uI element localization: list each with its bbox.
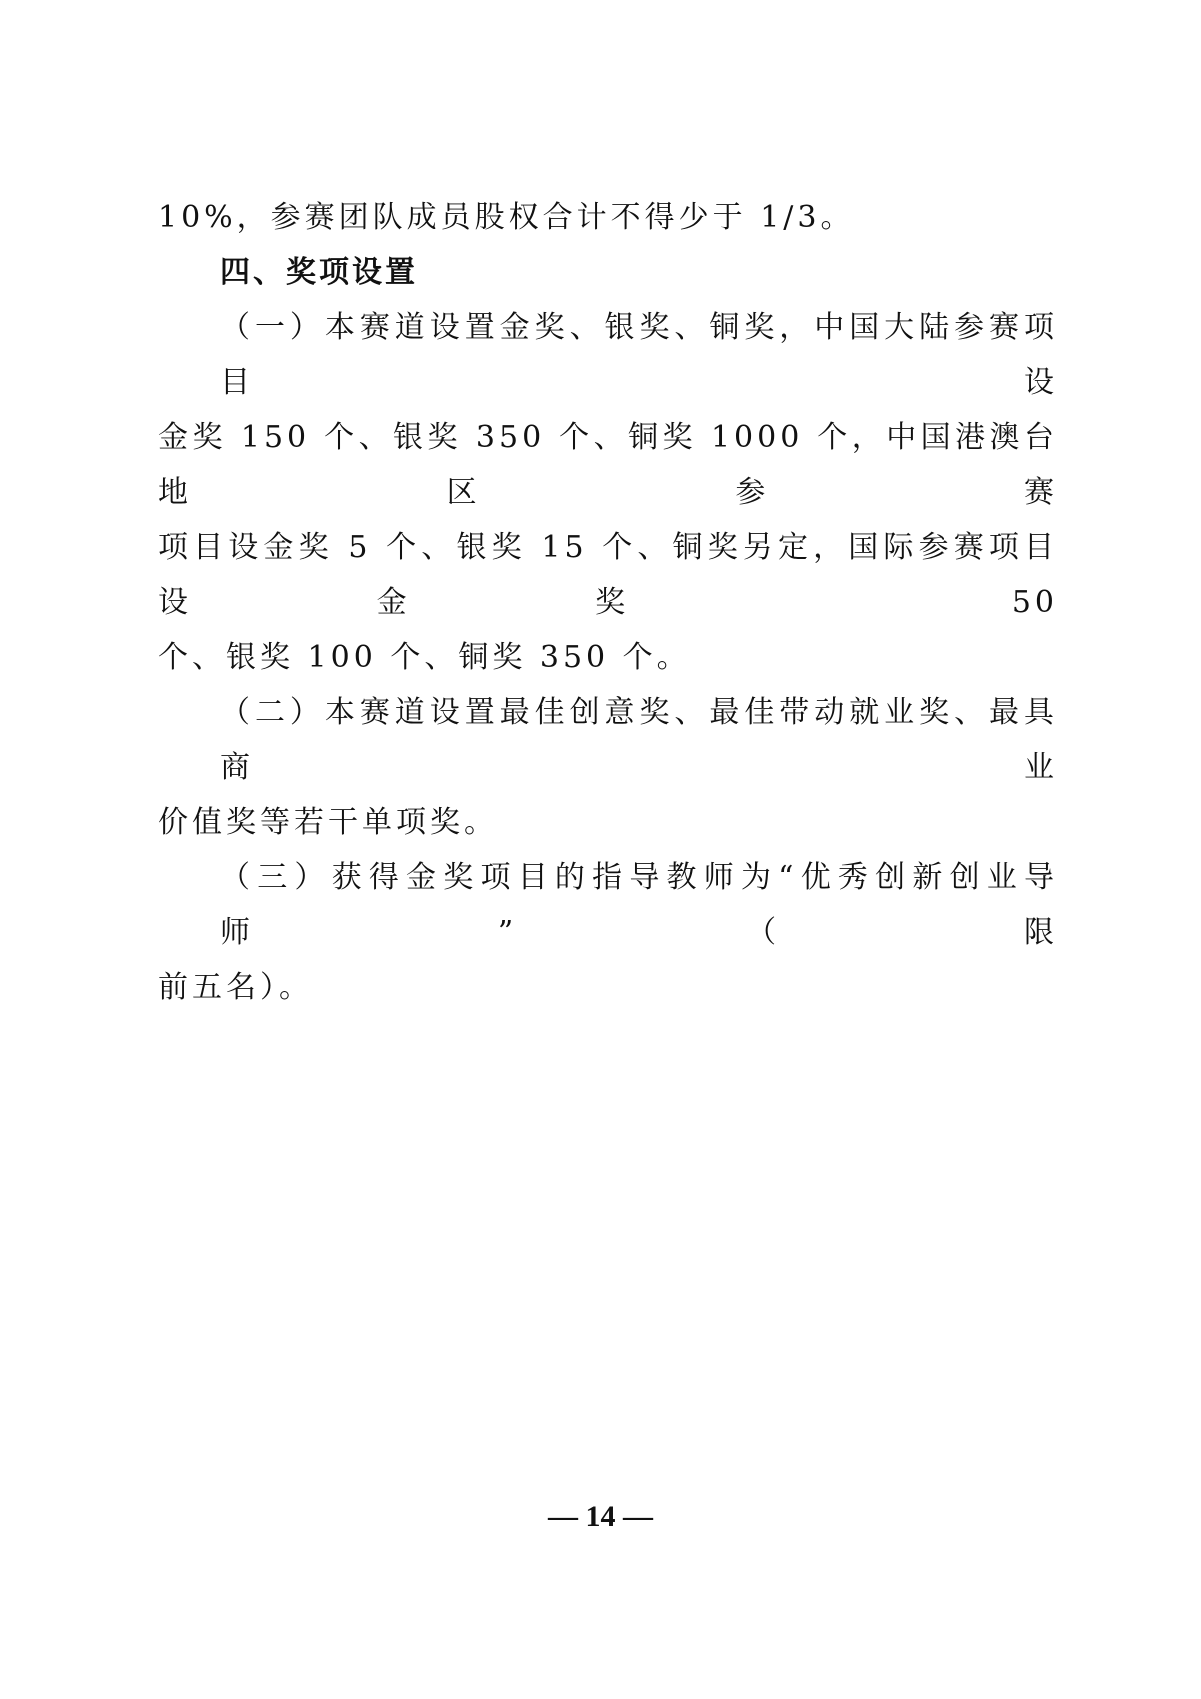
body-line: （二）本赛道设置最佳创意奖、最佳带动就业奖、最具商业: [220, 695, 1058, 785]
body-line: （三）获得金奖项目的指导教师为“优秀创新创业导师”（限: [220, 860, 1058, 950]
body-line: 10%，参赛团队成员股权合计不得少于 1/3。: [158, 200, 855, 235]
body-line: 项目设金奖 5 个、银奖 15 个、铜奖另定，国际参赛项目设金奖 50: [158, 530, 1058, 620]
section-heading: 四、奖项设置: [220, 255, 418, 290]
document-body: [158, 190, 1058, 1015]
page-number: — 14 —: [548, 1500, 653, 1533]
body-line: 金奖 150 个、银奖 350 个、铜奖 1000 个，中国港澳台地区参赛: [158, 420, 1058, 510]
body-line: （一）本赛道设置金奖、银奖、铜奖，中国大陆参赛项目设: [220, 310, 1058, 400]
body-line: 个、银奖 100 个、铜奖 350 个。: [158, 640, 691, 675]
body-line: 前五名）。: [158, 970, 313, 1005]
body-line: 价值奖等若干单项奖。: [158, 805, 498, 840]
